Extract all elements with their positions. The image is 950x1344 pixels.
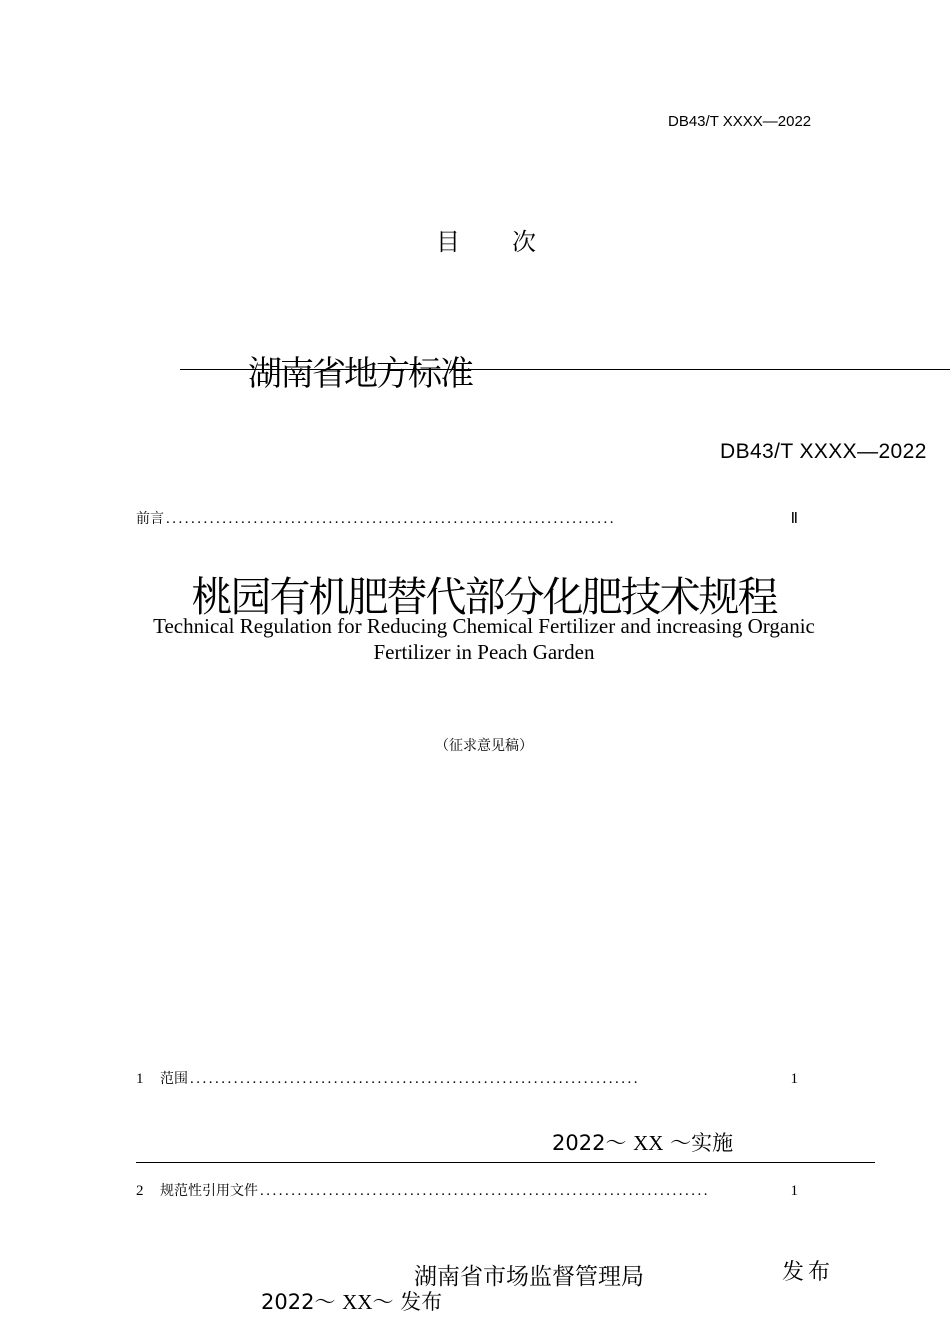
toc-entry-number: 1 xyxy=(136,1071,144,1087)
implementation-year: 2022 xyxy=(552,1131,606,1155)
toc-entry-page: Ⅱ xyxy=(790,511,798,527)
publication-month: XX xyxy=(342,1290,373,1314)
toc-heading-left: 目 xyxy=(436,228,460,256)
implementation-word: 实施 xyxy=(691,1131,734,1155)
toc-entry-leader: ........................................................................ xyxy=(260,1183,710,1199)
document-title-en: Technical Regulation for Reducing Chemical Fertilizer and increasing Organic Fertilizer in Peach Garden xyxy=(153,614,815,664)
toc-entry-page: 1 xyxy=(790,1071,798,1087)
date-separator: ～ xyxy=(605,1131,627,1155)
issuing-authority: 湖南省市场监督管理局 xyxy=(414,1264,644,1290)
standard-code: DB43/T XXXX—2022 xyxy=(720,440,927,463)
issue-label: 发布 xyxy=(782,1260,835,1285)
cover-bottom-rule xyxy=(136,1162,875,1163)
document-title-cn: 桃园有机肥替代部分化肥技术规程 xyxy=(191,573,777,621)
toc-entry-scope[interactable] xyxy=(136,1068,798,1088)
date-separator: ～ xyxy=(314,1290,336,1314)
toc-entry-leader: ........................................................................ xyxy=(166,511,616,527)
date-separator: ～ xyxy=(372,1290,394,1314)
publication-word: 发布 xyxy=(400,1290,443,1314)
toc-heading xyxy=(436,222,536,257)
toc-entry-foreword[interactable] xyxy=(136,508,798,528)
document-code-header: DB43/T XXXX—2022 xyxy=(668,113,812,130)
implementation-month: XX xyxy=(633,1131,664,1155)
toc-entry-label: 范围 xyxy=(160,1071,188,1087)
date-separator: ～ xyxy=(670,1131,692,1155)
toc-entry-label: 前言 xyxy=(136,511,164,527)
draft-status-note: （征求意见稿） xyxy=(435,738,533,754)
publication-date xyxy=(261,1286,442,1316)
toc-heading-right: 次 xyxy=(512,228,536,256)
province-standard-title: 湖南省地方标准 xyxy=(248,354,472,394)
implementation-date xyxy=(552,1127,733,1157)
publication-year: 2022 xyxy=(261,1290,315,1314)
toc-entry-label: 规范性引用文件 xyxy=(160,1183,258,1199)
toc-entry-leader: ........................................................................ xyxy=(190,1071,640,1087)
toc-entry-number: 2 xyxy=(136,1183,144,1199)
toc-entry-normative-references[interactable] xyxy=(136,1180,798,1200)
toc-entry-page: 1 xyxy=(790,1183,798,1199)
